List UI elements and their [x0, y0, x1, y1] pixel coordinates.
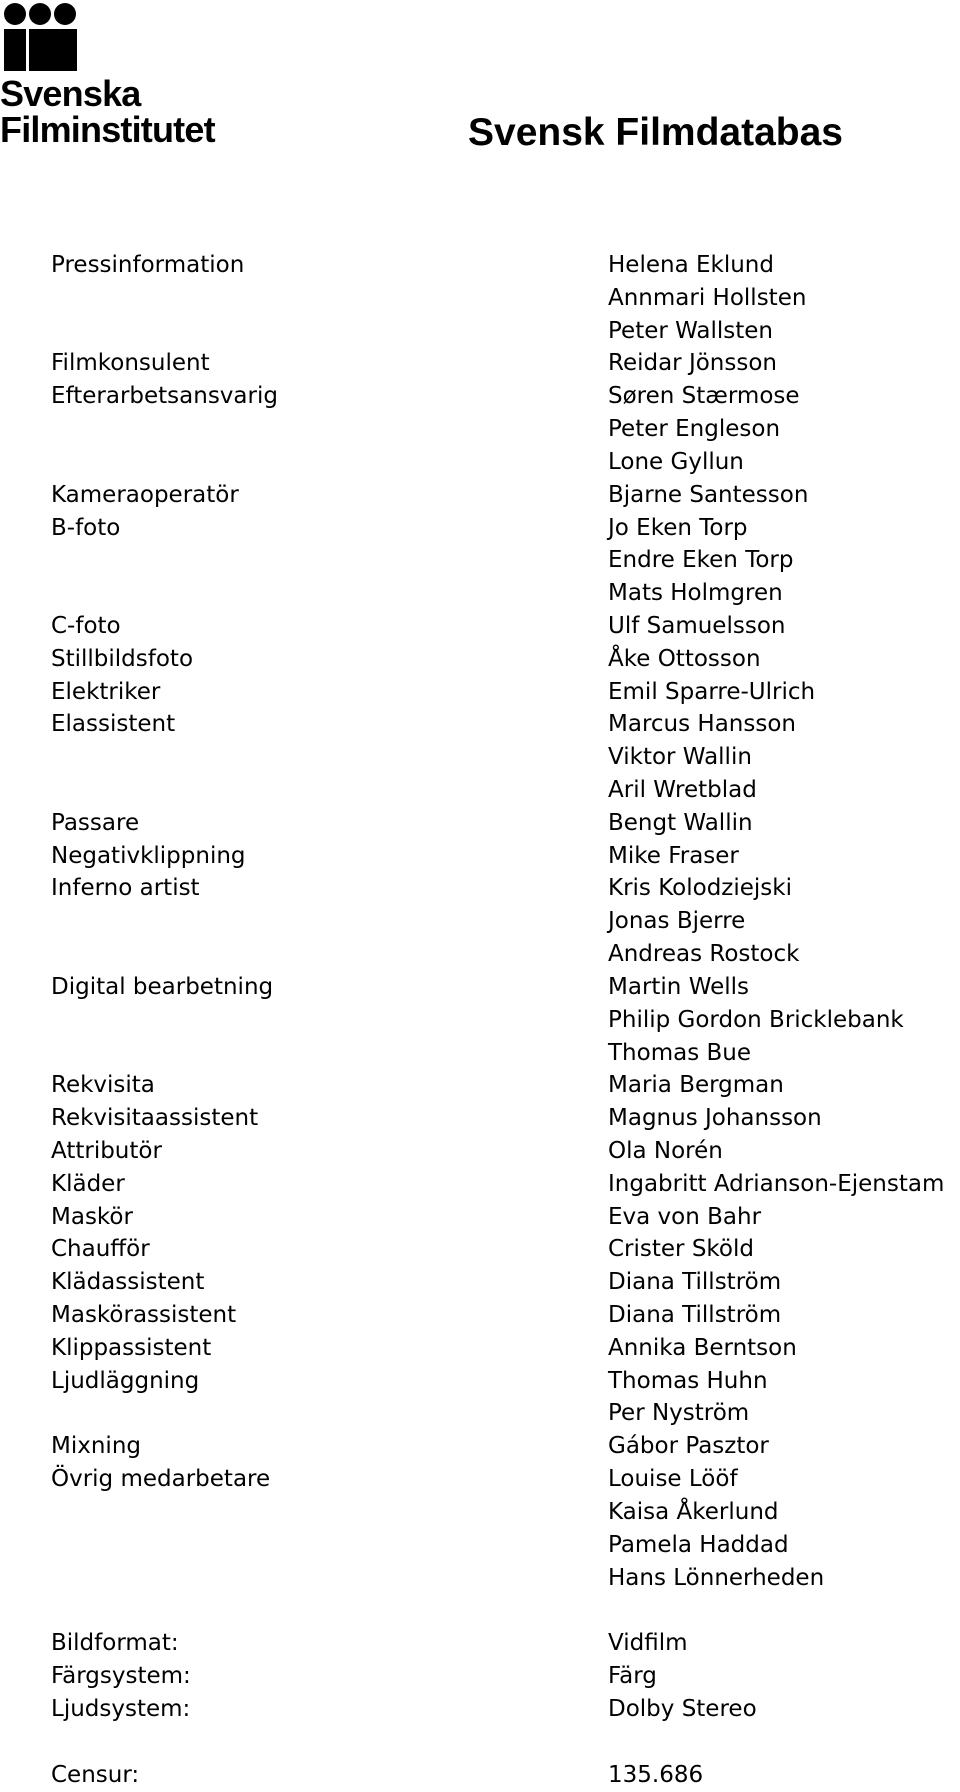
- logo-mark-icon: [2, 2, 92, 72]
- credit-row: [0, 1529, 960, 1562]
- credit-person: Philip Gordon Bricklebank: [608, 1006, 904, 1033]
- credit-person: Diana Tillström: [608, 1269, 782, 1296]
- credit-person: Åke Ottosson: [608, 645, 761, 672]
- credit-role: Rekvisitaassistent: [51, 1105, 259, 1132]
- credit-person: Ulf Samuelsson: [608, 612, 786, 639]
- credit-row: [0, 741, 960, 774]
- credit-person: Thomas Huhn: [608, 1367, 768, 1394]
- credit-row: [0, 1004, 960, 1037]
- credit-row: [0, 1299, 960, 1332]
- credit-person: Peter Wallsten: [608, 317, 774, 344]
- credit-person: Hans Lönnerheden: [608, 1564, 825, 1591]
- credit-role: C-foto: [51, 612, 121, 639]
- credit-row: [0, 577, 960, 610]
- credit-person: Helena Eklund: [608, 252, 774, 278]
- credit-row: [0, 512, 960, 545]
- credit-role: Maskör: [51, 1203, 133, 1230]
- credit-row: [0, 643, 960, 676]
- technical-details: [0, 1627, 960, 1725]
- credit-role: Övrig medarbetare: [51, 1466, 271, 1493]
- credit-row: [0, 1365, 960, 1398]
- credit-row: [0, 971, 960, 1004]
- credit-person: Pamela Haddad: [608, 1531, 789, 1558]
- logo-text-line2: Filminstitutet: [0, 109, 215, 150]
- credit-row: [0, 446, 960, 479]
- credit-person: Diana Tillström: [608, 1302, 782, 1328]
- credit-row: [0, 1102, 960, 1135]
- tech-label: Färgsystem:: [51, 1662, 191, 1689]
- credit-row: [0, 610, 960, 643]
- credit-person: Maria Bergman: [608, 1072, 784, 1099]
- credit-row: [0, 1463, 960, 1496]
- credit-person: Bjarne Santesson: [608, 481, 809, 508]
- credit-person: Magnus Johansson: [608, 1105, 822, 1132]
- credit-person: Ingabritt Adrianson-Ejenstam: [608, 1170, 945, 1197]
- credit-role: Ljudläggning: [51, 1367, 200, 1394]
- credit-person: Kaisa Åkerlund: [608, 1498, 779, 1525]
- logo-square-1: [4, 29, 26, 71]
- credit-row: [0, 1496, 960, 1529]
- credit-person: Jonas Bjerre: [608, 908, 746, 935]
- credit-row: [0, 1397, 960, 1430]
- credit-row: [0, 413, 960, 446]
- credit-row: [0, 807, 960, 840]
- credit-row: [0, 1168, 960, 1201]
- tech-value: Dolby Stereo: [608, 1695, 757, 1722]
- tech-row: [0, 1693, 960, 1726]
- credit-row: [0, 872, 960, 905]
- tech-value: Vidfilm: [608, 1630, 688, 1656]
- credit-row: [0, 1069, 960, 1102]
- credit-person: Kris Kolodziejski: [608, 875, 792, 902]
- credit-person: Søren Stærmose: [608, 383, 800, 410]
- credit-role: Negativklippning: [51, 842, 246, 869]
- credit-row: [0, 1562, 960, 1595]
- credit-role: Klippassistent: [51, 1334, 212, 1361]
- credit-row: [0, 1037, 960, 1070]
- tech-label: Ljudsystem:: [51, 1695, 191, 1722]
- censorship-label: Censur:: [51, 1762, 140, 1788]
- logo-dot-2: [29, 3, 51, 25]
- credit-role: Efterarbetsansvarig: [51, 383, 278, 410]
- tech-row: [0, 1660, 960, 1693]
- credit-person: Lone Gyllun: [608, 448, 744, 475]
- credit-row: [0, 249, 960, 282]
- credit-row: [0, 282, 960, 315]
- credit-person: Marcus Hansson: [608, 711, 796, 738]
- censorship-line: [0, 1759, 960, 1792]
- credit-role: Kläder: [51, 1170, 125, 1197]
- credit-person: Bengt Wallin: [608, 809, 753, 836]
- tech-row: [0, 1627, 960, 1660]
- page-title: Svensk Filmdatabas: [468, 111, 843, 154]
- tech-value: Färg: [608, 1662, 657, 1689]
- credit-person: Mats Holmgren: [608, 580, 783, 607]
- credit-row: [0, 1135, 960, 1168]
- censorship-value: 135.686: [608, 1762, 704, 1788]
- credit-person: Jo Eken Torp: [608, 514, 748, 541]
- credit-person: Mike Fraser: [608, 842, 739, 869]
- credit-row: [0, 676, 960, 709]
- credit-row: [0, 380, 960, 413]
- credit-role: Mixning: [51, 1433, 141, 1460]
- credit-row: [0, 544, 960, 577]
- credit-role: Filmkonsulent: [51, 350, 210, 377]
- logo-wordmark: [0, 73, 215, 150]
- credit-person: Louise Lööf: [608, 1466, 738, 1493]
- credit-role: Kameraoperatör: [51, 481, 239, 508]
- credit-person: Reidar Jönsson: [608, 350, 777, 377]
- logo-dot-3: [54, 3, 76, 25]
- credit-row: [0, 1430, 960, 1463]
- credit-person: Ola Norén: [608, 1137, 723, 1164]
- svenska-filminstitutet-logo: [0, 0, 240, 150]
- logo-text-line1: Svenska: [0, 73, 141, 114]
- censorship-row: [0, 1759, 960, 1792]
- credit-role: Chaufför: [51, 1236, 150, 1263]
- credit-person: Andreas Rostock: [608, 941, 800, 968]
- credit-role: Pressinformation: [51, 252, 245, 278]
- credit-person: Gábor Pasztor: [608, 1433, 769, 1460]
- credit-person: Thomas Bue: [608, 1039, 751, 1066]
- credit-role: Maskörassistent: [51, 1302, 237, 1328]
- credit-row: [0, 938, 960, 971]
- credit-row: [0, 315, 960, 348]
- credit-role: Digital bearbetning: [51, 973, 274, 1000]
- credit-row: [0, 1332, 960, 1365]
- credit-person: Viktor Wallin: [608, 744, 752, 771]
- credit-row: [0, 708, 960, 741]
- tech-label: Bildformat:: [51, 1630, 179, 1656]
- credit-person: Eva von Bahr: [608, 1203, 762, 1230]
- credit-person: Aril Wretblad: [608, 777, 757, 803]
- credit-person: Annmari Hollsten: [608, 284, 807, 311]
- credit-role: Stillbildsfoto: [51, 645, 194, 672]
- credit-row: [0, 1201, 960, 1234]
- credit-role: Inferno artist: [51, 875, 200, 902]
- credit-role: Elassistent: [51, 711, 176, 738]
- credit-person: Annika Berntson: [608, 1334, 797, 1361]
- credit-row: [0, 1233, 960, 1266]
- credit-role: Klädassistent: [51, 1269, 205, 1296]
- credit-row: [0, 840, 960, 873]
- credits-list: [0, 249, 960, 1594]
- credit-row: [0, 774, 960, 807]
- credit-role: Elektriker: [51, 678, 161, 705]
- credit-role: B-foto: [51, 514, 121, 541]
- credit-person: Crister Sköld: [608, 1236, 754, 1263]
- credit-person: Per Nyström: [608, 1400, 750, 1427]
- credit-row: [0, 347, 960, 380]
- credit-person: Peter Engleson: [608, 416, 781, 443]
- logo-dot-1: [4, 3, 26, 25]
- credit-person: Endre Eken Torp: [608, 547, 794, 574]
- credit-person: Martin Wells: [608, 973, 749, 1000]
- logo-square-2: [29, 29, 77, 71]
- credit-row: [0, 479, 960, 512]
- credit-person: Emil Sparre-Ulrich: [608, 678, 816, 705]
- credit-role: Rekvisita: [51, 1072, 155, 1099]
- credit-role: Attributör: [51, 1137, 162, 1164]
- credit-row: [0, 1266, 960, 1299]
- credit-row: [0, 905, 960, 938]
- credit-role: Passare: [51, 809, 140, 836]
